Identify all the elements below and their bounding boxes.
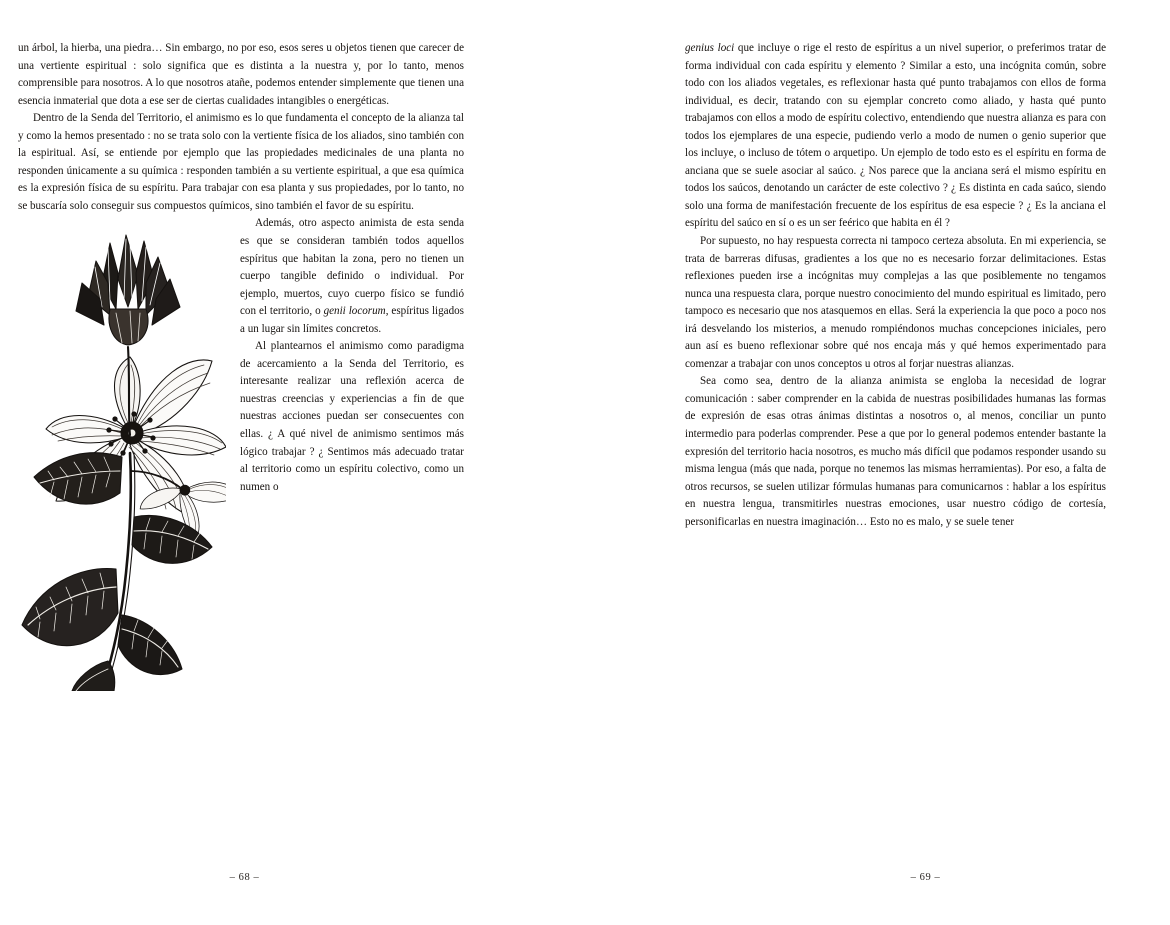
right-page-textblock	[685, 40, 1106, 531]
page-right	[585, 0, 1170, 925]
botanical-flower-illustration	[18, 221, 226, 691]
paragraph: genius loci que incluye o rige el resto de espíritus a un nivel superior, o preferimos tratar de forma individual con cada espíritu y elemento ? Similar a esto, una incógnita común, sobre todo con los aliados vegetales, es reflexionar hasta qué punto trabajamos con ellos de forma individual, es decir, tratando con su ejemplar concreto como aliado, y hasta qué punto trabajamos con ellos a modo de espíritu colectivo, entendiendo que nuestra alianza es para con todos los ejemplares de una especie, pudiendo verlo a modo de numen o genio superior que los incluye, o incluso de tótem o arquetipo. Un ejemplo de todo esto es el espíritu en forma de anciana que se suele asociar al saúco. ¿ Nos parece que la anciana será el mismo espíritu en todos los saúcos, denotando un carácter de este colectivo ? ¿ Es distinta en cada saúco, siendo solo una forma de manifestación frecuente de los espíritus de esa especie ? ¿ Es la anciana el espíritu del saúco en sí o es un ser feérico que habita en él ?	[685, 42, 1107, 230]
page-number-right: – 69 –	[910, 872, 941, 883]
page-number-left: – 68 –	[229, 872, 260, 883]
paragraph: Dentro de la Senda del Territorio, el animismo es lo que fundamenta el concepto de la alianza tal y como la hemos presentado : no se trata solo con la vertiente física de los aliados, sino también con la espiritual. Así, se entiende por ejemplo que las propiedades medicinales de una planta no responden únicamente a su química : responden también a su vertiente espiritual, a que esa química es la expresión física de su espíritu. Para trabajar con esa planta y sus propiedades, por lo tanto, no se buscaría solo conseguir sus compuestos químicos, sino también el favor de su espíritu.	[18, 112, 464, 212]
paragraph: Al plantearnos el animismo como paradigma de acercamiento a la Senda del Territorio, es interesante realizar una reflexión acerca de nuestras creencias y experiencias a fin de que nuestras acciones puedan ser consecuentes con ellas. ¿ A qué nivel de animismo sentimos más lógico trabajar ? ¿ Sentimos más adecuado tratar al territorio como un espíritu colectivo, como un numen o	[240, 340, 464, 493]
paragraph: Sea como sea, dentro de la alianza animista se engloba la necesidad de lograr comunicación : saber comprender en la cabida de nuestras posibilidades humanas las formas de expresión de esas otras ánimas distintas a nosotros o, al menos, conciliar un punto intermedio para poderlas comprender. Pese a que por lo general podemos entender bastante la expresión del territorio hacia nosotros, es mucho más difícil que podamos responder usando su misma lengua (más que nada, porque no tenemos las mismas herramientas). Por eso, a falta de otros recursos, se suelen utilizar fórmulas humanas para comunicarnos : hablar a los espíritus en nuestra lengua, transmitirles nuestras emociones, usar nuestro código de cortesía, personificarlas en nuestra imaginación… Esto no es malo, y se suele tener	[685, 375, 1106, 528]
paragraph: Además, otro aspecto animista de esta senda es que se consideran también todos aquellos espíritus que habitan la zona, pero no tienen un cuerpo tangible definido o individual. Por ejemplo, muertos, cuyo cuerpo físico se fundió con el territorio, o genii locorum, espíritus ligados a un lugar sin límites concretos.	[240, 217, 464, 335]
paragraph: Por supuesto, no hay respuesta correcta ni tampoco certeza absoluta. En mi experiencia, se trata de barreras difusas, gradientes a los que no es necesario forzar delimitaciones. Estas reflexiones pueden irse a incógnitas muy complejas a las que posiblemente no tengamos nunca una respuesta clara, porque nuestro conocimiento del mundo espiritual es limitado, pero tampoco es necesario que nos atasquemos en ellas. Será la experiencia la que poco a poco nos irá desvelando los misterios, a menudo rompiéndonos muchas concepciones iniciales, pero aun así es bueno reflexionar sobre qué nos encaja más y qué hemos experimentado para comenzar a trabajar con unos conceptos u otros al forjar nuestras alianzas.	[685, 235, 1106, 370]
left-page-textblock	[18, 40, 464, 695]
paragraph: un árbol, la hierba, una piedra… Sin embargo, no por eso, esos seres u objetos tienen que carecer de una vertiente espiritual : solo significa que es distinta a la nuestra y, por lo tanto, menos comprensible para nosotros. A lo que nosotros atañe, podemos entender simplemente que tienen una esencia inmaterial que dota a ese ser de ciertas cualidades intangibles o energéticas.	[18, 42, 464, 107]
flower-engraving-icon	[18, 221, 226, 691]
